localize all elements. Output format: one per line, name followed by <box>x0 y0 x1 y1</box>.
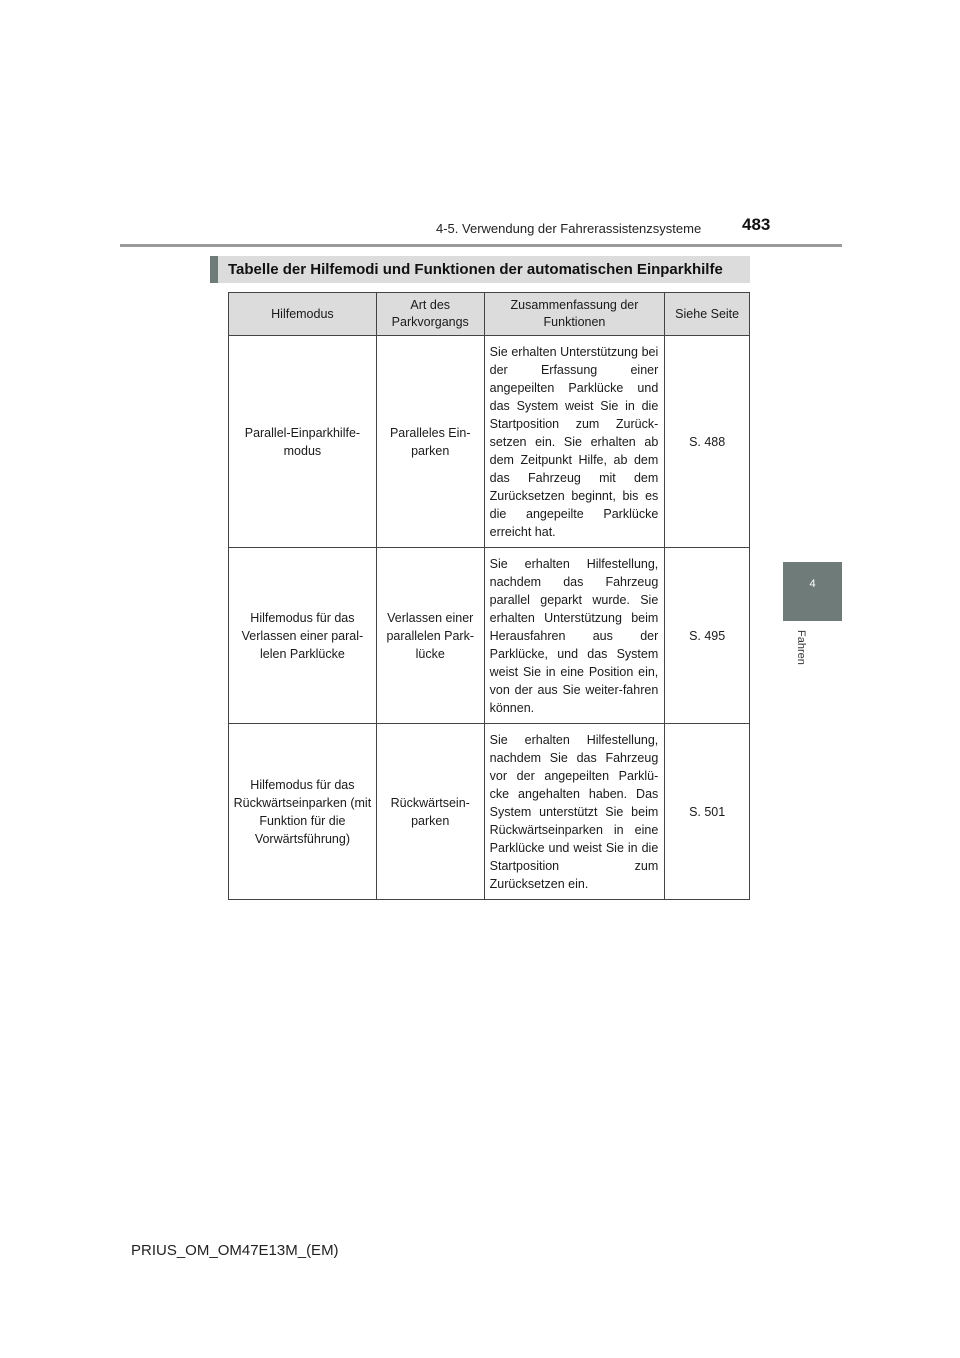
cell-page-ref[interactable]: S. 501 <box>665 724 750 900</box>
cell-mode: Hilfemodus für das Rückwärtseinparken (mit Funktion für die Vorwärtsführung) <box>229 724 377 900</box>
cell-page-ref[interactable]: S. 488 <box>665 336 750 548</box>
cell-type: Paralleles Ein-parken <box>376 336 484 548</box>
cell-type: Verlassen einer parallelen Park-lücke <box>376 548 484 724</box>
column-header-type <box>376 293 484 336</box>
section-title: Tabelle der Hilfemodi und Funktionen der automatischen Einparkhilfe <box>228 261 723 278</box>
header-section-title: 4-5. Verwendung der Fahrerassistenzsysteme <box>436 221 702 236</box>
table-header-row <box>229 293 750 336</box>
footer-document-id: PRIUS_OM_OM47E13M_(EM) <box>131 1242 339 1259</box>
column-header-page: Siehe Seite <box>665 293 750 336</box>
column-header-summary-text: Zusammenfassung der Funktionen <box>510 298 639 329</box>
cell-mode: Parallel-Einparkhilfe-modus <box>229 336 377 548</box>
column-header-type-text: Art des Parkvorgangs <box>391 298 469 329</box>
cell-summary: Sie erhalten Unterstützung bei der Erfassung einer angepeilten Parklücke und das System weist Sie in die Startposition zum Zurück-setzen ein. Sie erhalten ab dem Zeitpunkt Hilfe, ab dem das Fahrzeug mit dem Zurücksetzen beginnt, bis es die angepeilte Parklücke erreicht hat. <box>484 336 665 548</box>
chapter-label: Fahren <box>795 630 807 665</box>
header-rule <box>120 244 842 247</box>
cell-summary: Sie erhalten Hilfestellung, nachdem Sie das Fahrzeug vor der angepeilten Parklü-cke angehalten haben. Das System unterstützt Sie beim Rückwärtseinparken in eine Parklücke und weist Sie in die Startposition zum Zurücksetzen ein. <box>484 724 665 900</box>
column-header-summary <box>484 293 665 336</box>
page-number: 483 <box>742 215 771 234</box>
column-header-mode: Hilfemodus <box>229 293 377 336</box>
cell-type: Rückwärtsein-parken <box>376 724 484 900</box>
cell-page-ref[interactable]: S. 495 <box>665 548 750 724</box>
chapter-number: 4 <box>809 578 816 590</box>
section-title-bar <box>210 256 750 283</box>
cell-summary: Sie erhalten Hilfestellung, nachdem das Fahrzeug parallel geparkt wurde. Sie erhalten Unterstützung beim Herausfahren aus der Parklücke, und das System weist Sie in eine Position ein, von der aus Sie weiter-fahren können. <box>484 548 665 724</box>
chapter-tab[interactable] <box>783 562 842 621</box>
table-row <box>229 548 750 724</box>
table-row <box>229 336 750 548</box>
table-row <box>229 724 750 900</box>
assist-modes-table <box>228 292 750 900</box>
cell-mode: Hilfemodus für das Verlassen einer paral-lelen Parklücke <box>229 548 377 724</box>
